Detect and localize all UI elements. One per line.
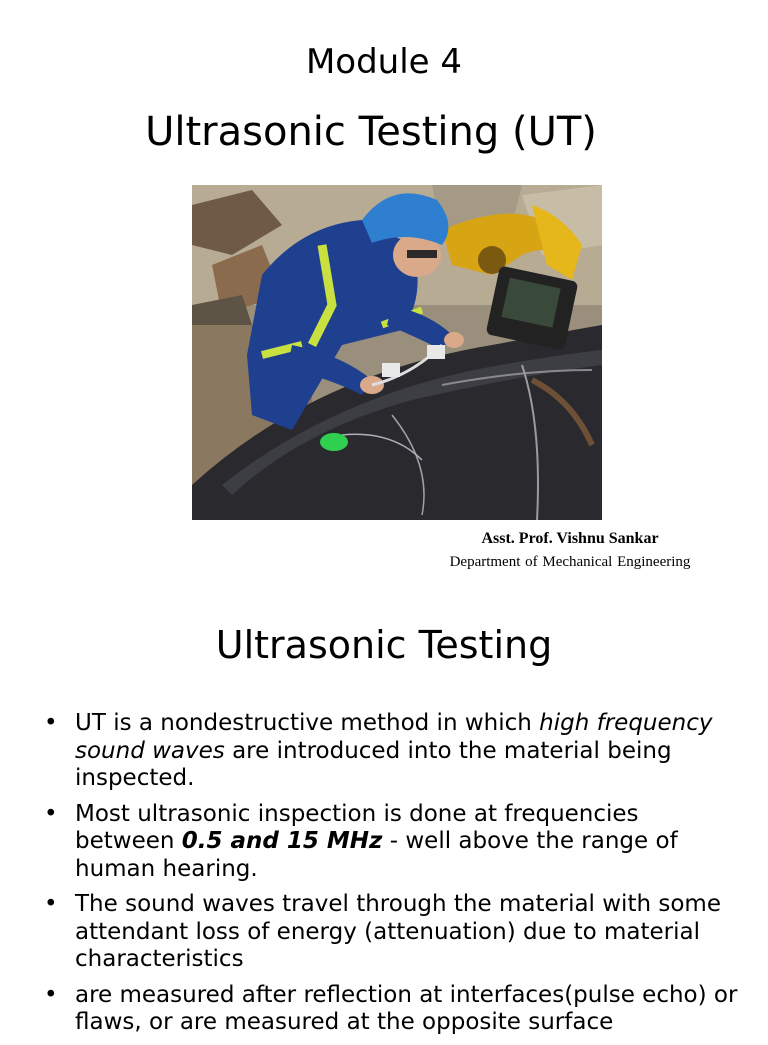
department-name: Department of Mechanical Engineering	[449, 554, 691, 570]
bullet-marker: •	[44, 710, 58, 736]
ultrasonic-inspection-photo	[192, 185, 602, 520]
author-name: Asst. Prof. Vishnu Sankar	[481, 530, 659, 547]
bullet-marker: •	[44, 981, 58, 1008]
slide-title: Ultrasonic Testing (UT)	[145, 109, 597, 155]
module-label: Module 4	[305, 42, 463, 82]
bullet-item: • Most ultrasonic inspection is done at frequencies between 0.5 and 15 MHz - well above the range of human hearing.	[44, 800, 678, 882]
content-slide	[0, 590, 768, 1035]
bullet-marker: •	[44, 800, 58, 827]
bullet-list	[44, 710, 744, 1045]
bullet-marker: •	[44, 891, 58, 917]
inspection-photo-illustration	[192, 185, 602, 520]
slide-title: Ultrasonic Testing	[215, 623, 553, 667]
bullet-item: • UT is a nondestructive method in which high frequency sound waves are introduced into the material being inspected.	[44, 710, 713, 791]
bullet-item: • The sound waves travel through the material with some attendant loss of energy (attenuation) due to material characteristics	[44, 891, 721, 972]
bullet-item: • are measured after reflection at interfaces(pulse echo) or flaws, or are measured at the opposite surface	[44, 981, 738, 1035]
